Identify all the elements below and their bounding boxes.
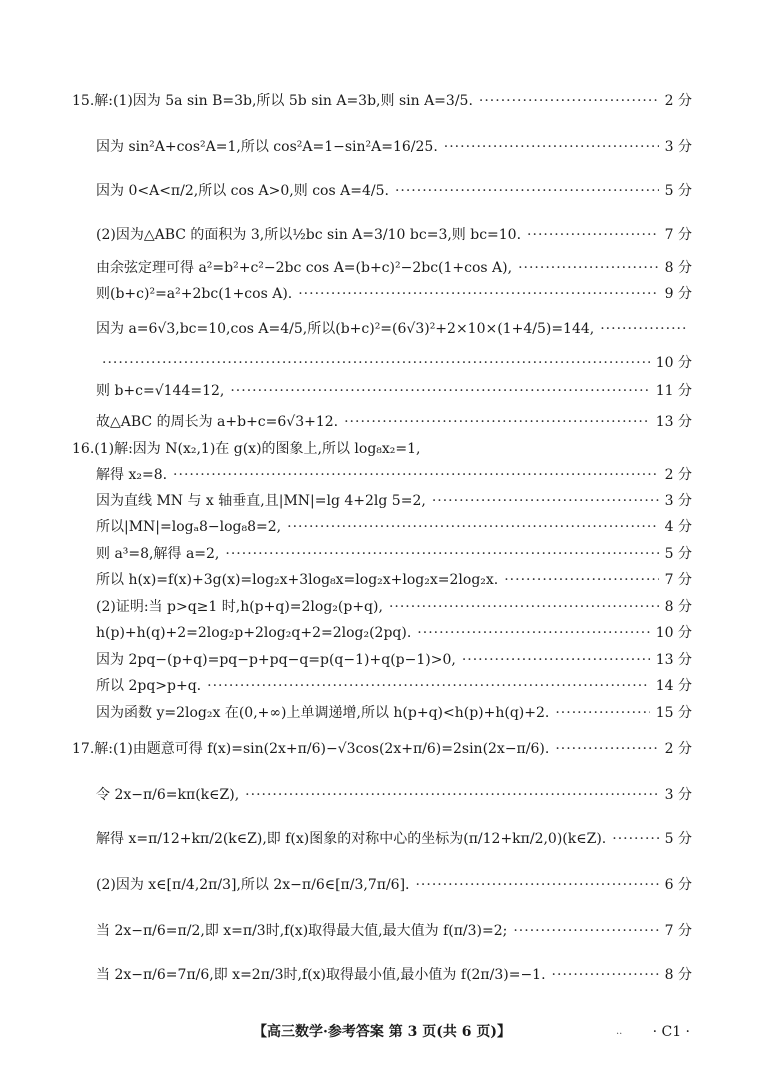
- leader-dots: [612, 828, 658, 850]
- score-label: 3 分: [664, 493, 692, 509]
- score-label: 8 分: [664, 260, 692, 276]
- score-label: 11 分: [655, 383, 692, 399]
- answer-text: 因为直线 MN 与 x 轴垂直,且|MN|=lg 4+2lg 5=2,: [96, 493, 426, 509]
- answer-line: [96, 702, 692, 724]
- leader-dots: [504, 569, 658, 591]
- answer-line: [96, 380, 692, 402]
- answer-line: [96, 622, 692, 644]
- answer-line: [72, 90, 692, 112]
- score-label: 10 分: [655, 625, 692, 641]
- leader-dots: [417, 622, 649, 644]
- answer-text: 则 a³=8,解得 a=2,: [96, 546, 220, 562]
- leader-dots: [555, 738, 658, 760]
- leader-dots: [173, 464, 659, 486]
- answer-text: 17.解:(1)由题意可得 f(x)=sin(2x+π/6)−√3cos(2x+π/6)=2sin(2x−π/6).: [72, 741, 550, 757]
- leader-dots: [207, 675, 650, 697]
- answer-line: [96, 318, 692, 340]
- answer-line: [96, 874, 692, 896]
- answer-line: [96, 569, 692, 591]
- score-label: 7 分: [664, 572, 692, 588]
- answer-line: [96, 675, 692, 697]
- answer-line: [96, 784, 692, 806]
- leader-dots: [395, 180, 659, 202]
- answer-text: 因为 0<A<π/2,所以 cos A>0,则 cos A=4/5.: [96, 183, 389, 199]
- answer-line: [96, 543, 692, 565]
- page-footer: [0, 1020, 764, 1044]
- answer-text: 由余弦定理可得 a²=b²+c²−2bc cos A=(b+c)²−2bc(1+cos A),: [96, 260, 513, 276]
- leader-dots: [225, 543, 658, 565]
- score-label: 3 分: [664, 787, 692, 803]
- answer-text: (2)证明:当 p>q≥1 时,h(p+q)=2log₂(p+q),: [96, 599, 383, 615]
- footer-mark: ..: [616, 1026, 623, 1037]
- answer-text: 当 2x−π/6=π/2,即 x=π/3时,f(x)取得最大值,最大值为 f(π/3)=2;: [96, 923, 508, 939]
- answer-text: 则 b+c=√144=12,: [96, 383, 225, 399]
- answer-line: [96, 490, 692, 512]
- score-label: 10 分: [655, 355, 692, 371]
- answer-line: [96, 283, 692, 305]
- answer-line: [96, 180, 692, 202]
- answer-text: 所以 2pq>p+q.: [96, 678, 202, 694]
- leader-dots: [389, 596, 659, 618]
- score-label: 9 分: [664, 286, 692, 302]
- answer-line: [96, 464, 692, 486]
- score-label: 13 分: [655, 652, 692, 668]
- answer-text: 当 2x−π/6=7π/6,即 x=2π/3时,f(x)取得最小值,最小值为 f(2π/3)=−1.: [96, 967, 546, 983]
- answer-line: [96, 411, 692, 433]
- answer-text: 因为 sin²A+cos²A=1,所以 cos²A=1−sin²A=16/25.: [96, 139, 438, 155]
- leader-dots: [344, 411, 650, 433]
- leader-dots: [600, 318, 686, 340]
- score-label: 13 分: [655, 414, 692, 430]
- leader-dots: [513, 920, 658, 942]
- leader-dots: [102, 352, 650, 374]
- answer-text: 16.(1)解:因为 N(x₂,1)在 g(x)的图象上,所以 log₈x₂=1,: [72, 441, 421, 457]
- leader-dots: [230, 380, 649, 402]
- footer-title: 【高三数学·参考答案 第 3 页(共 6 页)】: [253, 1024, 511, 1040]
- answer-text: (2)因为 x∈[π/4,2π/3],所以 2x−π/6∈[π/3,7π/6].: [96, 877, 410, 893]
- answer-line: [96, 224, 692, 246]
- score-label: 8 分: [664, 967, 692, 983]
- answer-text: 因为函数 y=2log₂x 在(0,+∞)上单调递增,所以 h(p+q)<h(p)+h(q)+2.: [96, 705, 550, 721]
- answer-text: 因为 2pq−(p+q)=pq−p+pq−q=p(q−1)+q(p−1)>0,: [96, 652, 456, 668]
- score-label: 4 分: [664, 519, 692, 535]
- answer-line: [72, 738, 692, 760]
- score-label: 14 分: [655, 678, 692, 694]
- answer-line: [96, 516, 692, 538]
- leader-dots: [245, 784, 658, 806]
- leader-dots: [479, 90, 659, 112]
- answer-line: [96, 136, 692, 158]
- answer-text: 故△ABC 的周长为 a+b+c=6√3+12.: [96, 414, 339, 430]
- leader-dots: [527, 224, 659, 246]
- leader-dots: [415, 874, 658, 896]
- footer-code: · C1 ·: [652, 1024, 690, 1040]
- answer-text: 令 2x−π/6=kπ(k∈Z),: [96, 787, 240, 803]
- leader-dots: [432, 490, 659, 512]
- answer-text: 15.解:(1)因为 5a sin B=3b,所以 5b sin A=3b,则 sin A=3/5.: [72, 93, 473, 109]
- leader-dots: [555, 702, 649, 724]
- answer-line: [96, 352, 692, 374]
- leader-dots: [444, 136, 659, 158]
- score-label: 5 分: [664, 546, 692, 562]
- leader-dots: [298, 283, 658, 305]
- answer-line: [96, 920, 692, 942]
- answer-line: [72, 438, 692, 460]
- score-label: 2 分: [664, 467, 692, 483]
- answer-line: [96, 257, 692, 279]
- answer-text: 所以|MN|=logₐ8−log₈8=2,: [96, 519, 282, 535]
- answer-line: [96, 596, 692, 618]
- score-label: 15 分: [655, 705, 692, 721]
- score-label: 3 分: [664, 139, 692, 155]
- score-label: 7 分: [664, 227, 692, 243]
- score-label: 8 分: [664, 599, 692, 615]
- answer-text: 解得 x₂=8.: [96, 467, 168, 483]
- answer-line: [96, 828, 692, 850]
- answer-text: 解得 x=π/12+kπ/2(k∈Z),即 f(x)图象的对称中心的坐标为(π/12+kπ/2,0)(k∈Z).: [96, 831, 607, 847]
- score-label: 6 分: [664, 877, 692, 893]
- answer-text: 所以 h(x)=f(x)+3g(x)=log₂x+3log₈x=log₂x+log₂x=2log₂x.: [96, 572, 499, 588]
- leader-dots: [552, 964, 659, 986]
- score-label: 5 分: [664, 183, 692, 199]
- leader-dots: [518, 257, 659, 279]
- score-label: 2 分: [664, 741, 692, 757]
- leader-dots: [287, 516, 659, 538]
- score-label: 7 分: [664, 923, 692, 939]
- answer-text: 则(b+c)²=a²+2bc(1+cos A).: [96, 286, 293, 302]
- leader-dots: [462, 649, 650, 671]
- score-label: 5 分: [664, 831, 692, 847]
- answer-line: [96, 964, 692, 986]
- answer-line: [96, 649, 692, 671]
- score-label: 2 分: [664, 93, 692, 109]
- answer-text: h(p)+h(q)+2=2log₂p+2log₂q+2=2log₂(2pq).: [96, 625, 412, 641]
- answer-text: (2)因为△ABC 的面积为 3,所以½bc sin A=3/10 bc=3,则 bc=10.: [96, 227, 522, 243]
- answer-text: 因为 a=6√3,bc=10,cos A=4/5,所以(b+c)²=(6√3)²+2×10×(1+4/5)=144,: [96, 321, 595, 337]
